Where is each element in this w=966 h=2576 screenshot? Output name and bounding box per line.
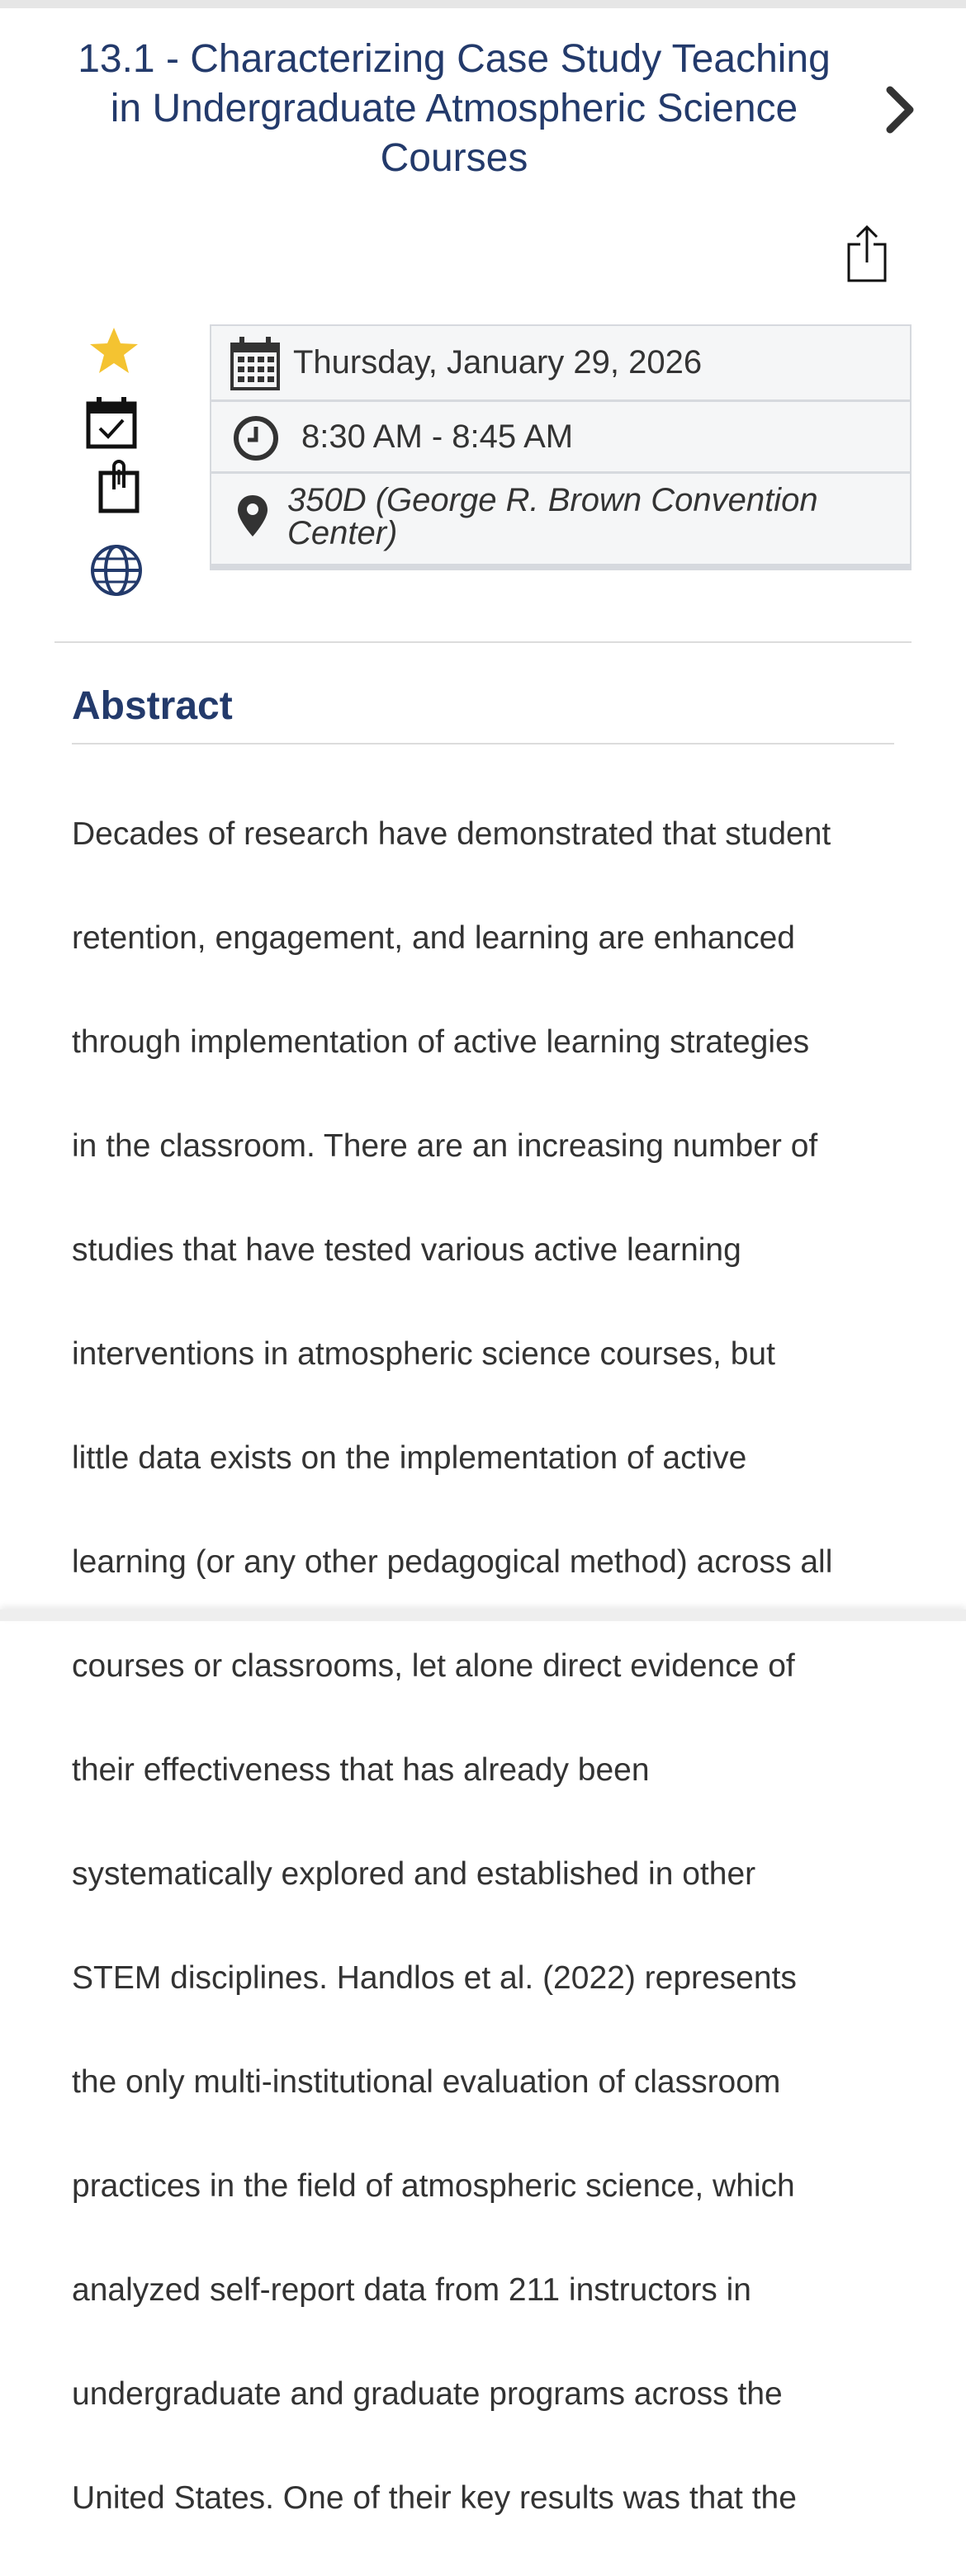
- chevron-right-icon: [883, 85, 916, 135]
- abstract-line: United States. One of their key results was that the: [72, 2480, 797, 2516]
- abstract-line: learning (or any other pedagogical method) across all: [72, 1544, 833, 1580]
- abstract-line: through implementation of active learning strategies: [72, 1024, 810, 1060]
- abstract-line: in the classroom. There are an increasing number of: [72, 1128, 818, 1164]
- session-time: 8:30 AM - 8:45 AM: [301, 418, 574, 455]
- abstract-line: their effectiveness that has already been: [72, 1752, 650, 1788]
- bottom-toolbar-edge: [0, 1609, 966, 1621]
- abstract-line: undergraduate and graduate programs across the: [72, 2376, 783, 2412]
- session-location: 350D (George R. Brown Convention Center): [287, 482, 818, 551]
- abstract-rule: [72, 743, 894, 744]
- abstract-line: practices in the field of atmospheric science, which: [72, 2168, 795, 2204]
- time-row: [211, 402, 910, 474]
- abstract-line: Decades of research have demonstrated that student: [72, 816, 831, 852]
- clock-icon: [233, 415, 279, 461]
- section-divider: [54, 641, 912, 643]
- abstract-line: courses or classrooms, let alone direct evidence of: [72, 1648, 795, 1684]
- abstract-line: interventions in atmospheric science courses, but: [72, 1336, 775, 1372]
- attachments-button[interactable]: [90, 458, 148, 516]
- website-button[interactable]: [88, 541, 145, 599]
- share-icon: [844, 225, 890, 284]
- session-date: Thursday, January 29, 2026: [293, 344, 703, 380]
- next-session-button[interactable]: [875, 81, 925, 139]
- add-to-schedule-button[interactable]: [83, 394, 140, 451]
- calendar-check-icon: [85, 395, 138, 450]
- session-title: 13.1 - Characterizing Case Study Teaching in Undergraduate Atmospheric Science Courses: [78, 37, 831, 180]
- abstract-body: [72, 756, 906, 2576]
- globe-icon: [89, 543, 144, 598]
- star-icon: [88, 326, 140, 376]
- date-row: [211, 326, 910, 402]
- abstract-line: STEM disciplines. Handlos et al. (2022) represents: [72, 1960, 797, 1996]
- abstract-line: analyzed self-report data from 211 instructors in: [72, 2272, 751, 2308]
- abstract-line: little data exists on the implementation of active: [72, 1440, 747, 1476]
- abstract-line: studies that have tested various active learning: [72, 1232, 741, 1268]
- abstract-heading: Abstract: [72, 684, 233, 728]
- share-button[interactable]: [844, 225, 890, 284]
- calendar-icon: [230, 336, 281, 392]
- favorite-button[interactable]: [85, 322, 143, 380]
- session-details: [210, 324, 912, 570]
- abstract-line: systematically explored and established in other: [72, 1856, 756, 1892]
- clipboard-paperclip-icon: [96, 460, 142, 514]
- abstract-line: the only multi-institutional evaluation of classroom: [72, 2064, 781, 2100]
- map-pin-icon: [236, 494, 269, 538]
- abstract-line: retention, engagement, and learning are enhanced: [72, 920, 795, 956]
- top-status-strip: [0, 0, 966, 8]
- location-row: [211, 474, 910, 569]
